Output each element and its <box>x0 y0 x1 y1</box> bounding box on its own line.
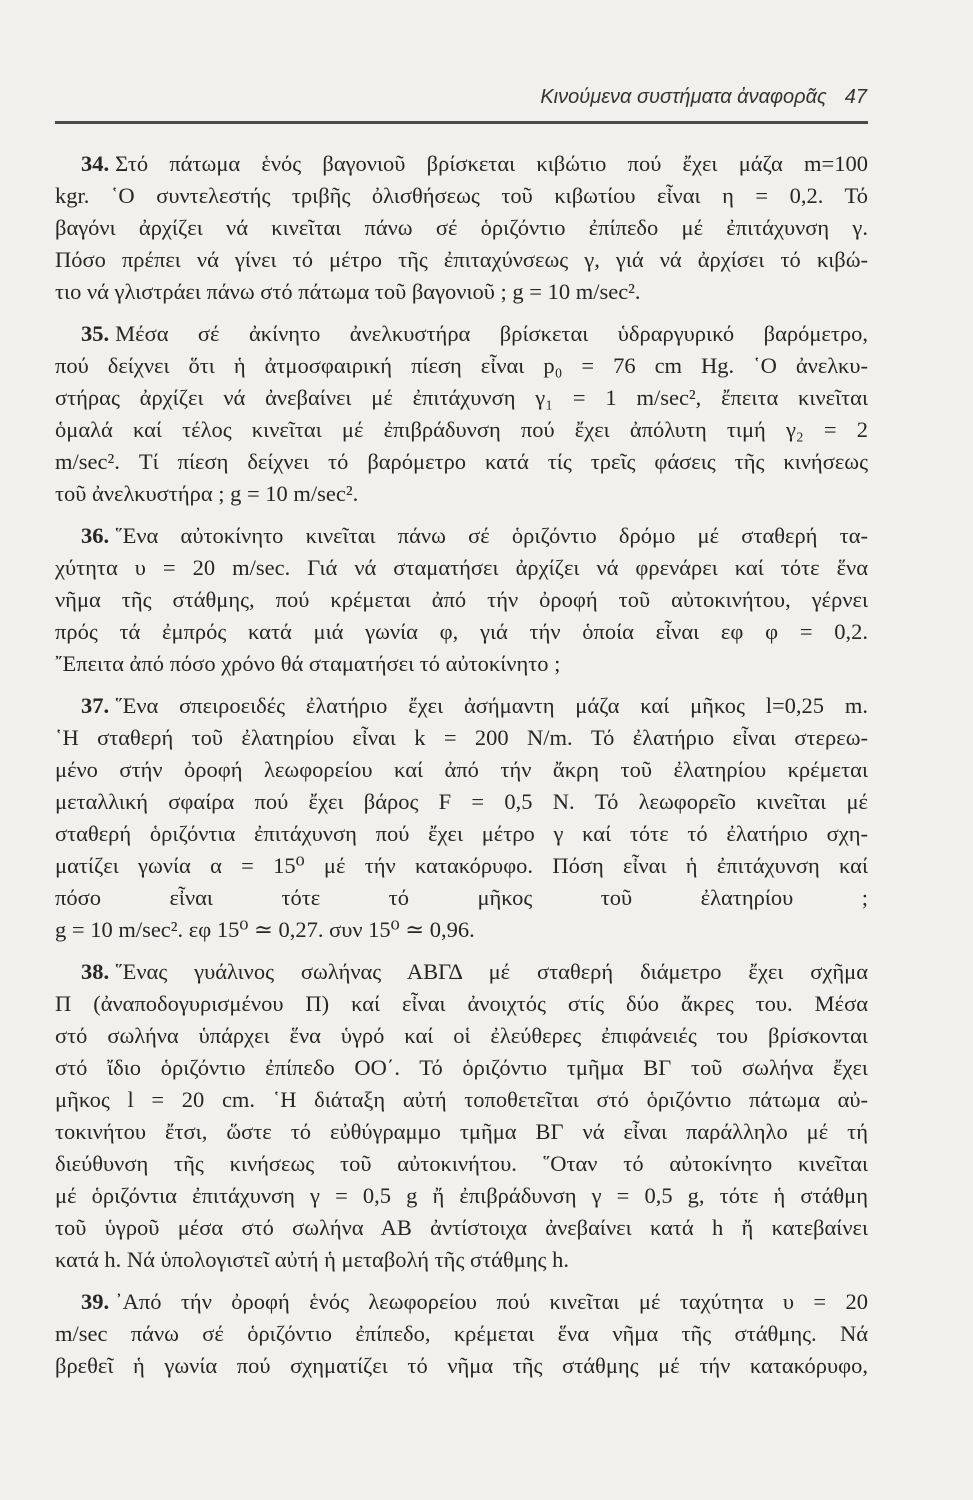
line-text: Πόσο πρέπει νά γίνει τό μέτρο τῆς ἐπιταχύνσεως γ, γιά νά ἀρχίσει τό κιβώ- <box>55 247 868 272</box>
text-line <box>55 1286 868 1318</box>
text-line <box>55 914 868 946</box>
running-header <box>520 86 867 109</box>
line-text: διεύθυνση τῆς κινήσεως τοῦ αὐτοκινήτου. ῞Οταν τό αὐτοκίνητο κινεῖται <box>55 1151 868 1176</box>
text-line <box>55 520 868 552</box>
line-text: πρός τά ἐμπρός κατά μιά γωνία φ, γιά τήν ὁποία εἶναι εφ φ = 0,2. <box>55 619 868 644</box>
text-line <box>55 988 868 1020</box>
line-text: ῾Η σταθερή τοῦ ἐλατηρίου εἶναι k = 200 N/m. Τό ἐλατήριο εἶναι στερεω- <box>55 725 868 750</box>
line-text: m/sec πάνω σέ ὁριζόντιο ἐπίπεδο, κρέμεται ἕνα νῆμα τῆς στάθμης. Νά <box>55 1321 868 1346</box>
text-line <box>55 318 868 350</box>
text-line <box>55 850 868 882</box>
line-text: μέ ὁριζόντια ἐπιτάχυνση γ = 0,5 g ἤ ἐπιβράδυνση γ = 0,5 g, τότε ἡ στάθμη <box>55 1183 868 1208</box>
line-text: μῆκος l = 20 cm. ῾Η διάταξη αὐτή τοποθετεῖται στό ὁριζόντιο πάτωμα αὐ- <box>55 1087 868 1112</box>
line-text: σταθερή ὁριζόντια ἐπιτάχυνση πού ἔχει μέτρο γ καί τότε τό ἐλατήριο σχη- <box>55 821 868 846</box>
text-line <box>55 1244 868 1276</box>
line-text: βρεθεῖ ἡ γωνία πού σχηματίζει τό νῆμα τῆς στάθμης μέ τήν κατακόρυφο, <box>55 1353 868 1378</box>
line-text: Μέσα σέ ἀκίνητο ἀνελκυστήρα βρίσκεται ὑδραργυρικό βαρόμετρο, <box>115 321 868 346</box>
line-text: στήρας ἀρχίζει νά ἀνεβαίνει μέ ἐπιτάχυνση γ₁ = 1 m/sec², ἔπειτα κινεῖται <box>55 385 868 410</box>
line-text: τοῦ ἀνελκυστήρα ; g = 10 m/sec². <box>55 481 359 506</box>
text-line <box>55 1212 868 1244</box>
problem-number: 34. <box>81 151 110 176</box>
text-line <box>55 1350 868 1382</box>
text-line <box>55 818 868 850</box>
line-text: ῞Ενα αὐτοκίνητο κινεῖται πάνω σέ ὁριζόντιο δρόμο μέ σταθερή τα- <box>115 523 868 548</box>
line-text: τιο νά γλιστράει πάνω στό πάτωμα τοῦ βαγονιοῦ ; g = 10 m/sec². <box>55 279 641 304</box>
text-line <box>55 584 868 616</box>
text-line <box>55 786 868 818</box>
problem-34 <box>55 148 868 308</box>
line-text: τοκινήτου ἔτσι, ὥστε τό εὐθύγραμμο τμῆμα ΒΓ νά εἶναι παράλληλο μέ τή <box>55 1119 868 1144</box>
line-text: g = 10 m/sec². εφ 15⁰ ≃ 0,27. συν 15⁰ ≃ 0,96. <box>55 917 475 942</box>
line-text: ῎Επειτα ἀπό πόσο χρόνο θά σταματήσει τό αὐτοκίνητο ; <box>55 651 561 676</box>
problem-number: 38. <box>81 959 110 984</box>
line-text: μένο στήν ὀροφή λεωφορείου καί ἀπό τήν ἄκρη τοῦ ἐλατηρίου κρέμεται <box>55 757 868 782</box>
problem-39 <box>55 1286 868 1382</box>
text-line <box>55 244 868 276</box>
text-line <box>55 1180 868 1212</box>
problem-list <box>55 148 868 1392</box>
line-text: kgr. ῾Ο συντελεστής τριβῆς ὀλισθήσεως τοῦ κιβωτίου εἶναι η = 0,2. Τό <box>55 183 868 208</box>
problem-38 <box>55 956 868 1276</box>
line-text: τοῦ ὑγροῦ μέσα στό σωλήνα ΑΒ ἀντίστοιχα ἀνεβαίνει κατά h ἤ κατεβαίνει <box>55 1215 868 1240</box>
problem-number: 39. <box>81 1289 110 1314</box>
line-text: πόσο εἶναι τότε τό μῆκος τοῦ ἐλατηρίου ; <box>55 885 868 910</box>
text-line <box>55 414 868 446</box>
text-line <box>55 382 868 414</box>
line-text: στό ἴδιο ὁριζόντιο ἐπίπεδο ΟΟ΄. Τό ὁριζόντιο τμῆμα ΒΓ τοῦ σωλήνα ἔχει <box>55 1055 868 1080</box>
line-text: βαγόνι ἀρχίζει νά κινεῖται πάνω σέ ὁριζόντιο ἐπίπεδο μέ ἐπιτάχυνση γ. <box>55 215 868 240</box>
line-text: κατά h. Νά ὑπολογιστεῖ αὐτή ἡ μεταβολή τῆς στάθμης h. <box>55 1247 569 1272</box>
text-line <box>55 1148 868 1180</box>
text-line <box>55 616 868 648</box>
text-line <box>55 754 868 786</box>
line-text: χύτητα υ = 20 m/sec. Γιά νά σταματήσει ἀρχίζει νά φρενάρει καί τότε ἕνα <box>55 555 868 580</box>
line-text: πού δείχνει ὅτι ἡ ἀτμοσφαιρική πίεση εἶναι p₀ = 76 cm Hg. ῾Ο ἀνελκυ- <box>55 353 868 378</box>
text-line <box>55 350 868 382</box>
text-line <box>55 1020 868 1052</box>
text-line <box>55 478 868 510</box>
line-text: μεταλλική σφαίρα πού ἔχει βάρος F = 0,5 N. Τό λεωφορεῖο κινεῖται μέ <box>55 789 868 814</box>
problem-number: 37. <box>81 693 110 718</box>
line-text: ματίζει γωνία α = 15⁰ μέ τήν κατακόρυφο. Πόση εἶναι ἡ ἐπιτάχυνση καί <box>55 853 868 878</box>
line-text: ῞Ενας γυάλινος σωλήνας ΑΒΓΔ μέ σταθερή διάμετρο ἔχει σχῆμα <box>115 959 868 984</box>
problem-number: 36. <box>81 523 110 548</box>
chapter-title: Κινούμενα συστήματα ἀναφορᾶς <box>540 86 827 108</box>
text-line <box>55 180 868 212</box>
text-line <box>55 690 868 722</box>
header-rule <box>55 121 868 124</box>
text-line <box>55 1116 868 1148</box>
text-line <box>55 1052 868 1084</box>
problem-number: 35. <box>81 321 110 346</box>
text-line <box>55 648 868 680</box>
text-line <box>55 882 868 914</box>
problem-35 <box>55 318 868 510</box>
line-text: Π (ἀναποδογυρισμένου Π) καί εἶναι ἀνοιχτός στίς δύο ἄκρες του. Μέσα <box>55 991 868 1016</box>
problem-36 <box>55 520 868 680</box>
text-line <box>55 446 868 478</box>
text-line <box>55 276 868 308</box>
page-number: 47 <box>844 86 867 108</box>
line-text: ὁμαλά καί τέλος κινεῖται μέ ἐπιβράδυνση πού ἔχει ἀπόλυτη τιμή γ₂ = 2 <box>55 417 868 442</box>
text-line <box>55 722 868 754</box>
text-line <box>55 552 868 584</box>
line-text: ῞Ενα σπειροειδές ἐλατήριο ἔχει ἀσήμαντη μάζα καί μῆκος l=0,25 m. <box>115 693 868 718</box>
text-line <box>55 1084 868 1116</box>
text-line <box>55 956 868 988</box>
text-line <box>55 148 868 180</box>
problem-37 <box>55 690 868 946</box>
line-text: νῆμα τῆς στάθμης, πού κρέμεται ἀπό τήν ὀροφή τοῦ αὐτοκινήτου, γέρνει <box>55 587 868 612</box>
text-line <box>55 212 868 244</box>
line-text: στό σωλήνα ὑπάρχει ἕνα ὑγρό καί οἱ ἐλεύθερες ἐπιφάνειές του βρίσκονται <box>55 1023 868 1048</box>
text-line <box>55 1318 868 1350</box>
line-text: m/sec². Τί πίεση δείχνει τό βαρόμετρο κατά τίς τρεῖς φάσεις τῆς κινήσεως <box>55 449 868 474</box>
line-text: ᾿Από τήν ὀροφή ἑνός λεωφορείου πού κινεῖται μέ ταχύτητα υ = 20 <box>115 1289 868 1314</box>
line-text: Στό πάτωμα ἑνός βαγονιοῦ βρίσκεται κιβώτιο πού ἔχει μάζα m=100 <box>115 151 868 176</box>
